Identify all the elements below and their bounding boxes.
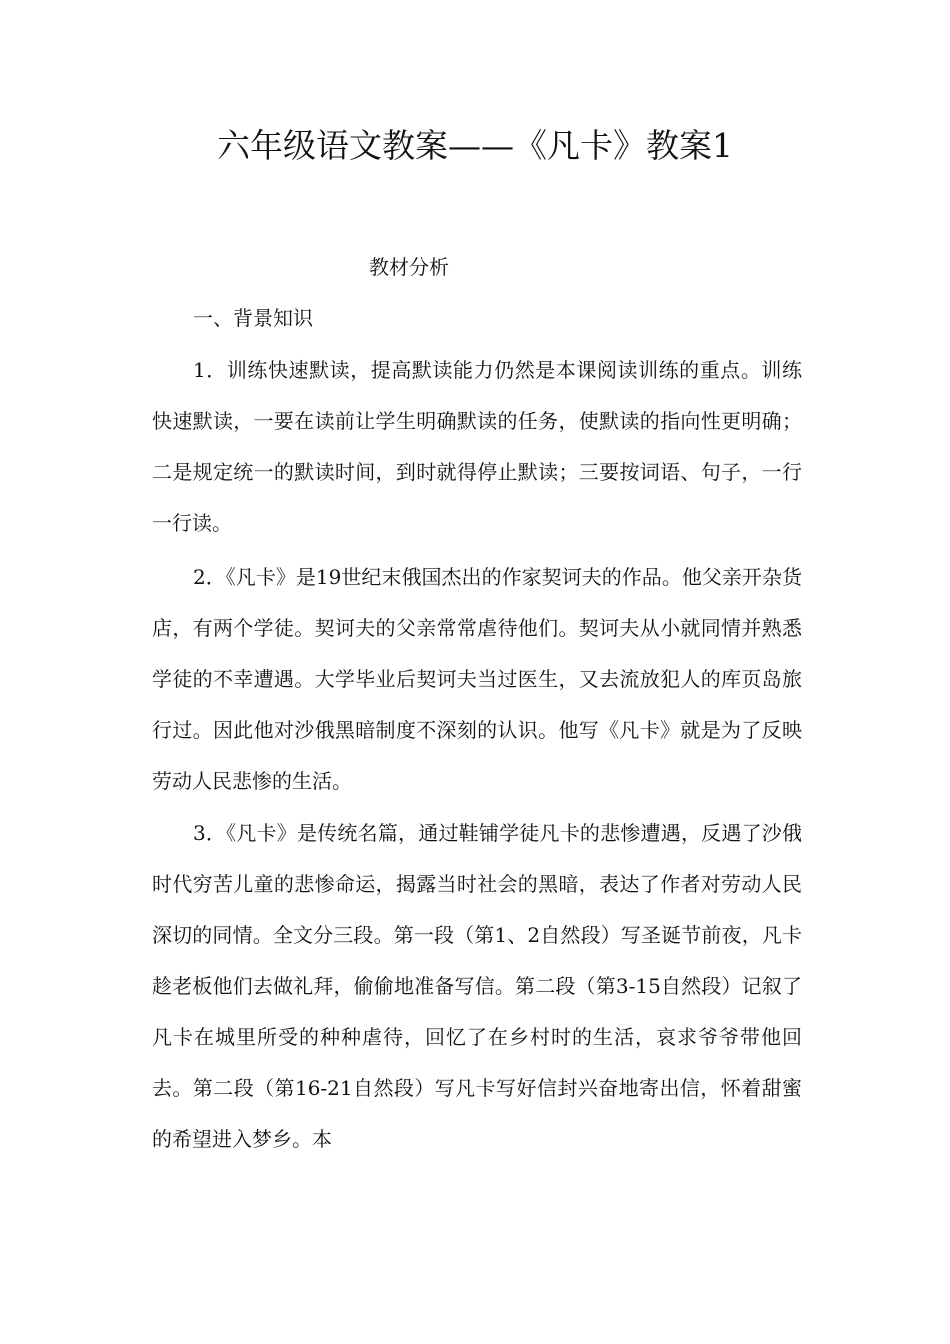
- paragraph-3: 3．《凡卡》是传统名篇，通过鞋铺学徒凡卡的悲惨遭遇，反遇了沙俄时代穷苦儿童的悲惨命运，揭露当时社会的黑暗，表达了作者对劳动人民深切的同情。全文分三段。第一段（第1、2自然段）写圣诞节前夜，凡卡趁老板他们去做礼拜，偷偷地准备写信。第二段（第3-15自然段）记叙了凡卡在城里所受的种种虐待，回忆了在乡村时的生活，哀求爷爷带他回去。第二段（第16-21自然段）写凡卡写好信封兴奋地寄出信，怀着甜蜜的希望进入梦乡。本: [152, 821, 802, 1151]
- paragraph-1: 1．训练快速默读，提高默读能力仍然是本课阅读训练的重点。训练快速默读，一要在读前让学生明确默读的任务，使默读的指向性更明确；二是规定统一的默读时间，到时就得停止默读；三要按词语、句子，一行一行读。: [152, 358, 802, 535]
- document-title: 六年级语文教案——《凡卡》教案1: [217, 126, 733, 165]
- subheading-background-knowledge: 一、背景知识: [193, 306, 313, 330]
- paragraph-2: 2．《凡卡》是19世纪末俄国杰出的作家契诃夫的作品。他父亲开杂货店，有两个学徒。契诃夫的父亲常常虐待他们。契诃夫从小就同情并熟悉学徒的不幸遭遇。大学毕业后契诃夫当过医生，又去流放犯人的库页岛旅行过。因此他对沙俄黑暗制度不深刻的认识。他写《凡卡》就是为了反映劳动人民悲惨的生活。: [152, 565, 802, 793]
- section-heading: 教材分析: [369, 255, 449, 279]
